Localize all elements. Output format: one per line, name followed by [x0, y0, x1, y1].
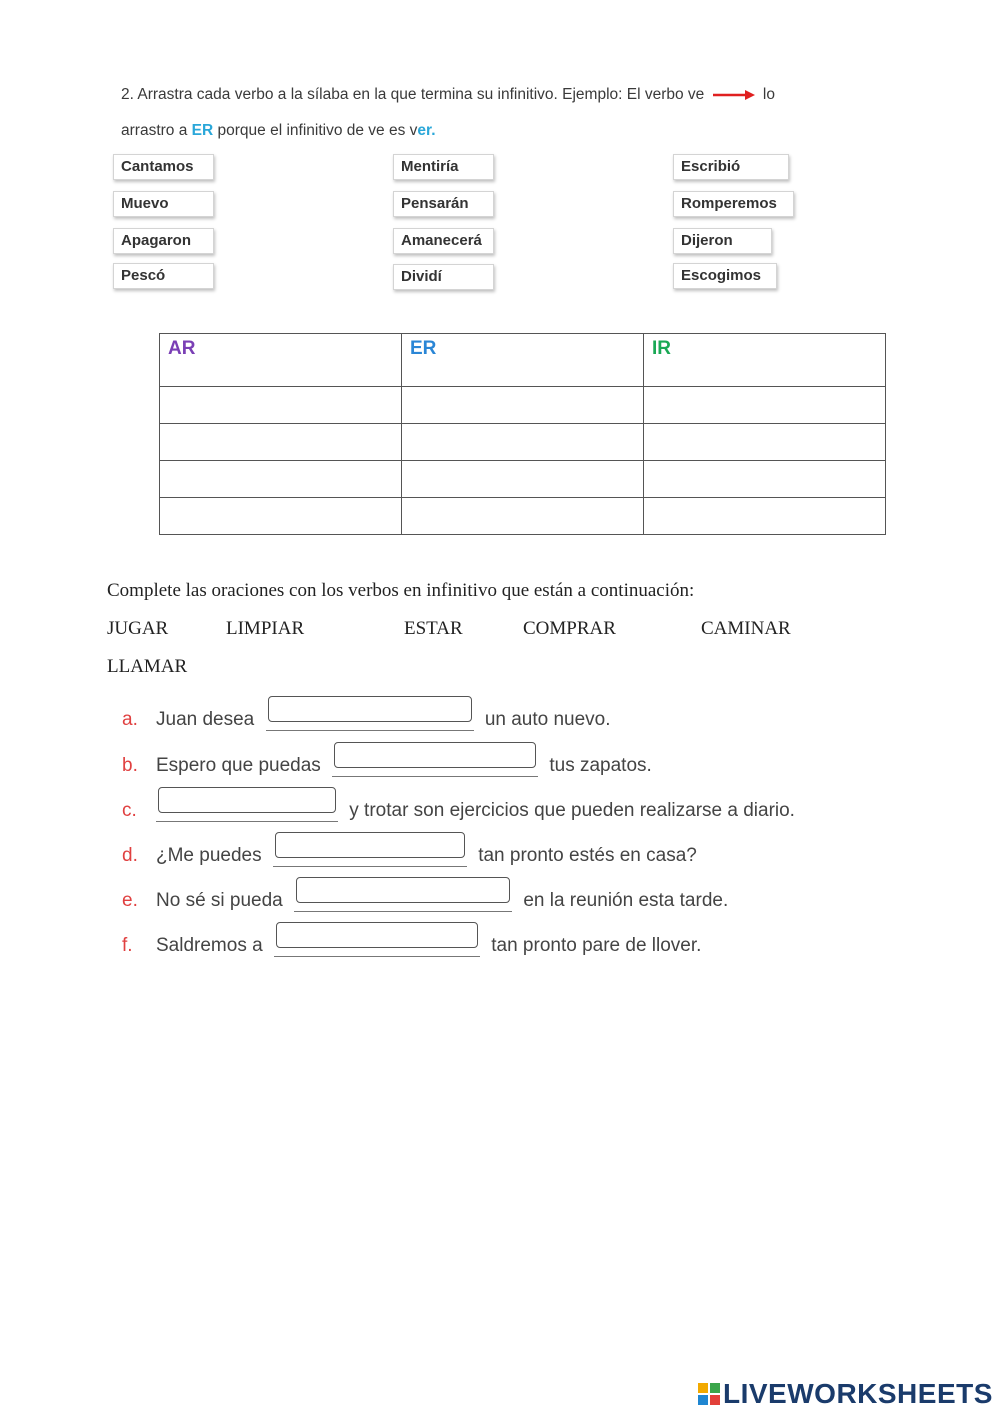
sentence-text: en la reunión esta tarde. — [523, 890, 729, 911]
verb-chip[interactable]: Escribió — [673, 154, 789, 180]
word-bank-item: LLAMAR — [107, 656, 188, 677]
verb-chip[interactable]: Muevo — [113, 191, 214, 217]
blank-line — [273, 836, 467, 867]
sorting-table — [159, 333, 886, 535]
liveworksheets-logo-icon — [698, 1383, 720, 1405]
sentence-b — [122, 746, 652, 780]
verb-chip[interactable]: Romperemos — [673, 191, 794, 217]
drop-cell-ar[interactable] — [160, 424, 402, 461]
drop-cell-ir[interactable] — [644, 461, 886, 498]
sentence-d — [122, 836, 697, 870]
blank-line — [294, 881, 512, 912]
instruction-line-2 — [121, 122, 436, 140]
sentence-text: un auto nuevo. — [484, 709, 611, 730]
drop-cell-ir[interactable] — [644, 498, 886, 535]
sentence-letter: c. — [122, 800, 137, 821]
answer-input-b[interactable] — [334, 742, 536, 768]
verb-chip[interactable]: Pescó — [113, 263, 214, 289]
sentence-letter: d. — [122, 845, 138, 866]
verb-chip[interactable]: Pensarán — [393, 191, 494, 217]
sentence-text: Saldremos a — [156, 935, 263, 956]
blank-line — [274, 926, 480, 957]
sentence-letter: b. — [122, 755, 138, 776]
instruction-line-1 — [121, 86, 775, 104]
sentence-text: tus zapatos. — [549, 755, 652, 776]
answer-input-c[interactable] — [158, 787, 336, 813]
drop-cell-er[interactable] — [402, 498, 644, 535]
verb-chip[interactable]: Cantamos — [113, 154, 214, 180]
word-bank-item: CAMINAR — [701, 618, 791, 639]
sentence-letter: a. — [122, 709, 138, 730]
verb-chip[interactable]: Mentiría — [393, 154, 494, 180]
drop-cell-ar[interactable] — [160, 461, 402, 498]
sentence-a — [122, 700, 611, 734]
exercise3-instruction: Complete las oraciones con los verbos en infinitivo que están a continuación: — [107, 580, 695, 601]
answer-input-a[interactable] — [268, 696, 472, 722]
sentence-letter: f. — [122, 935, 133, 956]
sentence-text: ¿Me puedes — [156, 845, 262, 866]
sentence-text: No sé si pueda — [156, 890, 283, 911]
column-header-ar: AR — [160, 334, 402, 387]
sentence-text: tan pronto estés en casa? — [478, 845, 697, 866]
sentence-text: Espero que puedas — [156, 755, 321, 776]
blank-line — [156, 791, 338, 822]
drop-cell-ir[interactable] — [644, 387, 886, 424]
sentence-letter: e. — [122, 890, 138, 911]
red-arrow-icon — [713, 89, 755, 101]
column-header-er: ER — [402, 334, 644, 387]
blank-line — [332, 746, 538, 777]
verb-chip[interactable]: Escogimos — [673, 263, 777, 289]
answer-input-e[interactable] — [296, 877, 510, 903]
word-bank-item: ESTAR — [404, 618, 463, 639]
drop-cell-er[interactable] — [402, 424, 644, 461]
drop-cell-ir[interactable] — [644, 424, 886, 461]
drop-cell-ar[interactable] — [160, 498, 402, 535]
answer-input-d[interactable] — [275, 832, 465, 858]
drop-cell-er[interactable] — [402, 461, 644, 498]
sentence-text: y trotar son ejercicios que pueden realizarse a diario. — [349, 800, 795, 821]
er-highlight: ER — [191, 122, 214, 139]
sentence-f — [122, 926, 701, 960]
verb-chip[interactable]: Dividí — [393, 264, 494, 290]
verb-chip[interactable]: Amanecerá — [393, 228, 494, 254]
instruction-text: arrastro a — [121, 122, 188, 139]
word-bank-item: COMPRAR — [523, 618, 616, 639]
instruction-text: porque el infinitivo de ve es v — [217, 122, 418, 139]
word-bank-item: LIMPIAR — [226, 618, 305, 639]
sentence-text: Juan desea — [156, 709, 255, 730]
er-ending-highlight: er. — [417, 122, 436, 139]
answer-input-f[interactable] — [276, 922, 478, 948]
column-header-ir: IR — [644, 334, 886, 387]
drop-cell-er[interactable] — [402, 387, 644, 424]
verb-chip[interactable]: Dijeron — [673, 228, 772, 254]
instruction-text-end: lo — [762, 86, 775, 103]
sentence-text: tan pronto pare de llover. — [491, 935, 702, 956]
liveworksheets-logo — [698, 1378, 993, 1410]
verb-chip[interactable]: Apagaron — [113, 228, 214, 254]
instruction-text: 2. Arrastra cada verbo a la sílaba en la que termina su infinitivo. Ejemplo: El verbo ve — [121, 86, 705, 103]
drop-cell-ar[interactable] — [160, 387, 402, 424]
sentence-e — [122, 881, 728, 915]
word-bank-item: JUGAR — [107, 618, 169, 639]
brand-name: LIVEWORKSHEETS — [723, 1378, 993, 1409]
sentence-c — [122, 791, 795, 825]
blank-line — [266, 700, 474, 731]
